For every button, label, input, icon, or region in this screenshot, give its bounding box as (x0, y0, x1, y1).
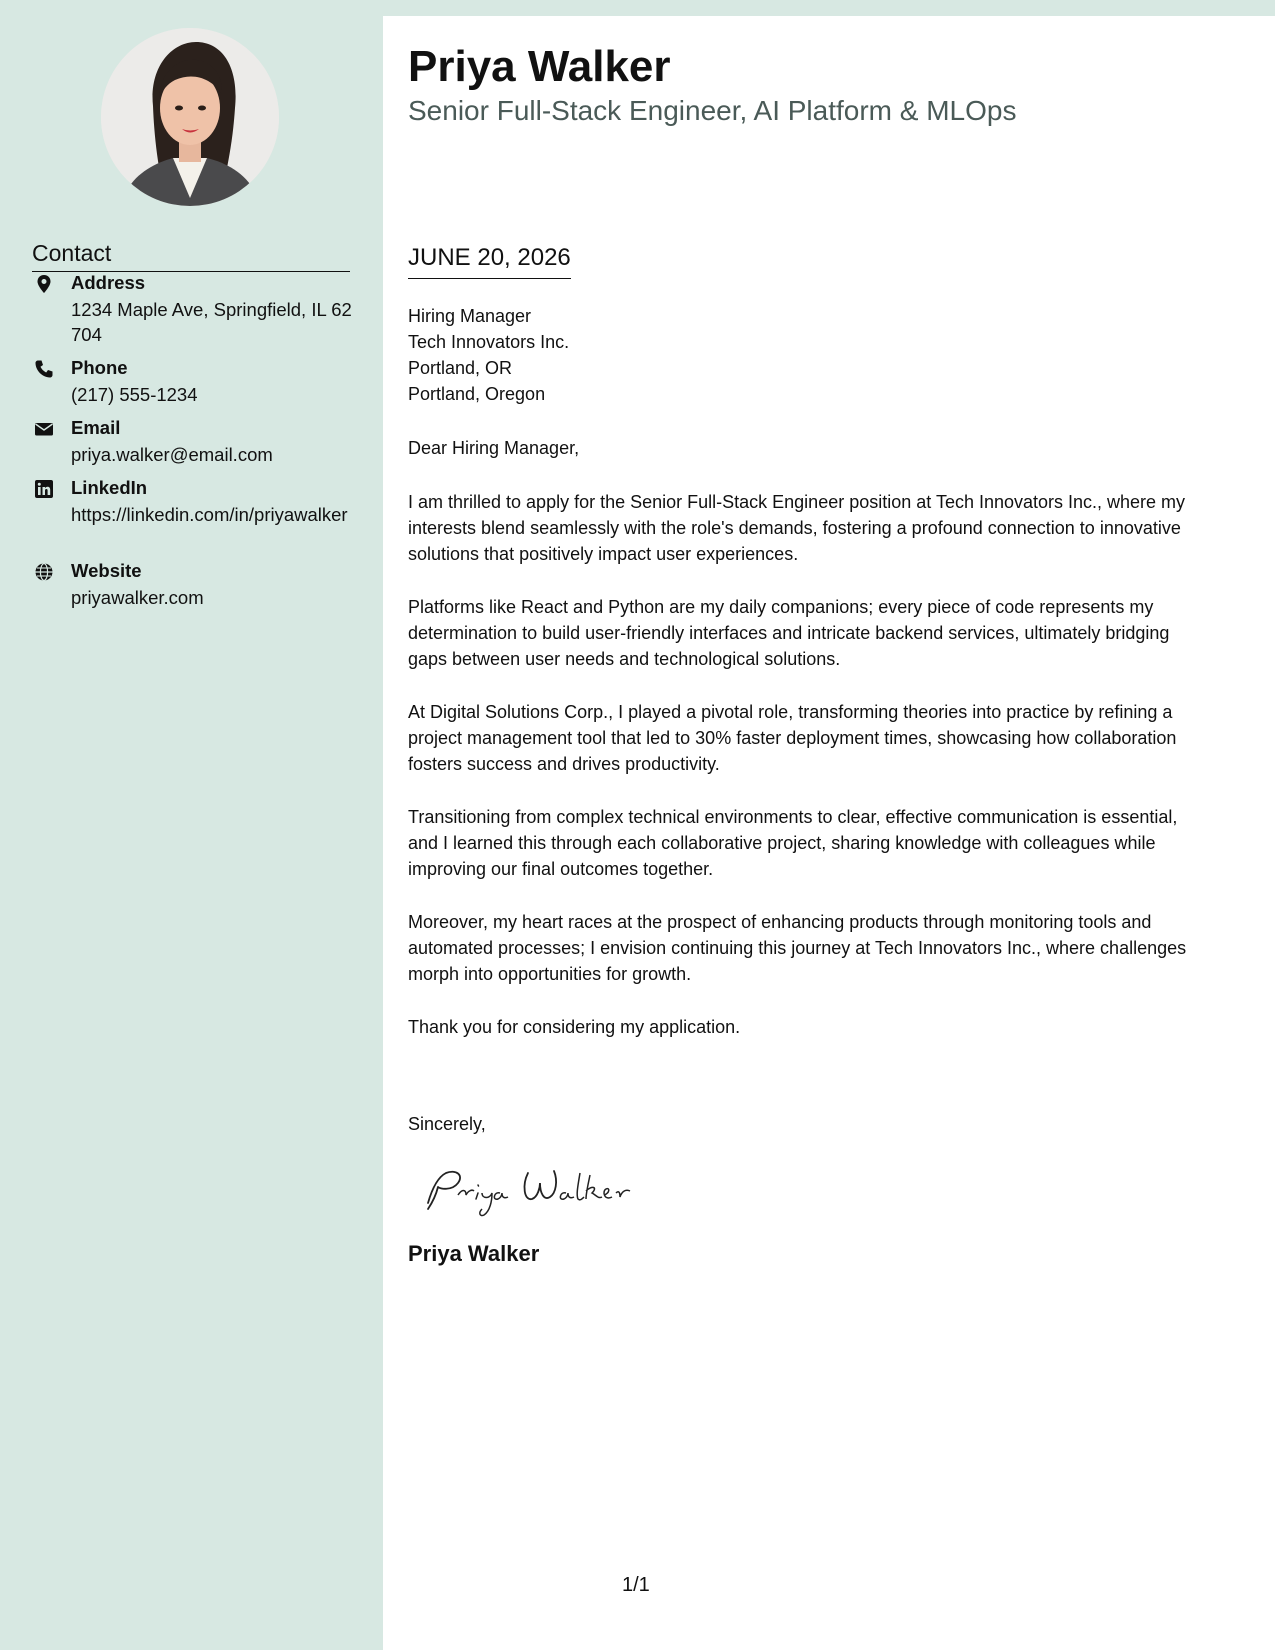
avatar (101, 28, 279, 206)
contact-heading: Contact (32, 240, 350, 272)
candidate-name: Priya Walker (408, 42, 671, 91)
recipient-line: Portland, Oregon (408, 384, 546, 404)
page-number: 1/1 (622, 1574, 650, 1596)
paragraph: I am thrilled to apply for the Senior Full-Stack Engineer position at Tech Innovators Inc., where my interests blend seamlessly with the role's demands, fostering a profound connection to innovative solutions that positively impact user experiences. (408, 492, 1186, 564)
phone-label: Phone (71, 357, 128, 378)
location-pin-icon (34, 274, 54, 294)
linkedin-label: LinkedIn (71, 477, 148, 498)
sidebar (0, 0, 383, 1650)
envelope-icon (34, 419, 54, 439)
paragraph: Platforms like React and Python are my daily companions; every piece of code represents my determination to build user-friendly interfaces and intricate backend services, ultimately bridging gaps between user needs and technological solutions. (408, 597, 1170, 669)
portrait-photo (101, 28, 279, 206)
salutation: Dear Hiring Manager, (408, 438, 580, 458)
candidate-headline: Senior Full-Stack Engineer, AI Platform & MLOps (408, 95, 1017, 126)
signer-name: Priya Walker (408, 1241, 540, 1266)
linkedin-icon (34, 479, 54, 499)
website-label: Website (71, 560, 142, 581)
phone-icon (34, 359, 54, 379)
address-value: 1234 Maple Ave, Springfield, IL 62704 (71, 299, 352, 345)
email-value[interactable]: priya.walker@email.com (71, 444, 273, 465)
website-value[interactable]: priyawalker.com (71, 587, 204, 608)
linkedin-value[interactable]: https://linkedin.com/in/priyawalker (71, 504, 348, 525)
globe-icon (34, 562, 54, 582)
closing: Sincerely, (408, 1114, 486, 1134)
recipient-line: Portland, OR (408, 358, 513, 378)
paragraph: Transitioning from complex technical environments to clear, effective communication is essential, and I learned this through each collaborative project, sharing knowledge with colleagues while improving our final outcomes together. (408, 807, 1178, 879)
paragraph: Moreover, my heart races at the prospect of enhancing products through monitoring tools and automated processes; I envision continuing this journey at Tech Innovators Inc., where challenges morph into opportunities for growth. (408, 912, 1187, 984)
email-label: Email (71, 417, 121, 438)
paragraph: Thank you for considering my application. (408, 1017, 741, 1037)
letter-body (383, 16, 1275, 1650)
phone-value: (217) 555-1234 (71, 384, 198, 405)
paragraph: At Digital Solutions Corp., I played a pivotal role, transforming theories into practice by refining a project management tool that led to 30% faster deployment times, showcasing how collaboration fosters success and drives productivity. (408, 702, 1177, 774)
recipient-line: Hiring Manager (408, 306, 532, 326)
letter-paragraphs (408, 489, 1208, 1067)
letter-date: JUNE 20, 2026 (408, 244, 571, 279)
signature-image (420, 1159, 660, 1221)
recipient-line: Tech Innovators Inc. (408, 332, 570, 352)
recipient-block (408, 303, 569, 407)
address-label: Address (71, 272, 146, 293)
